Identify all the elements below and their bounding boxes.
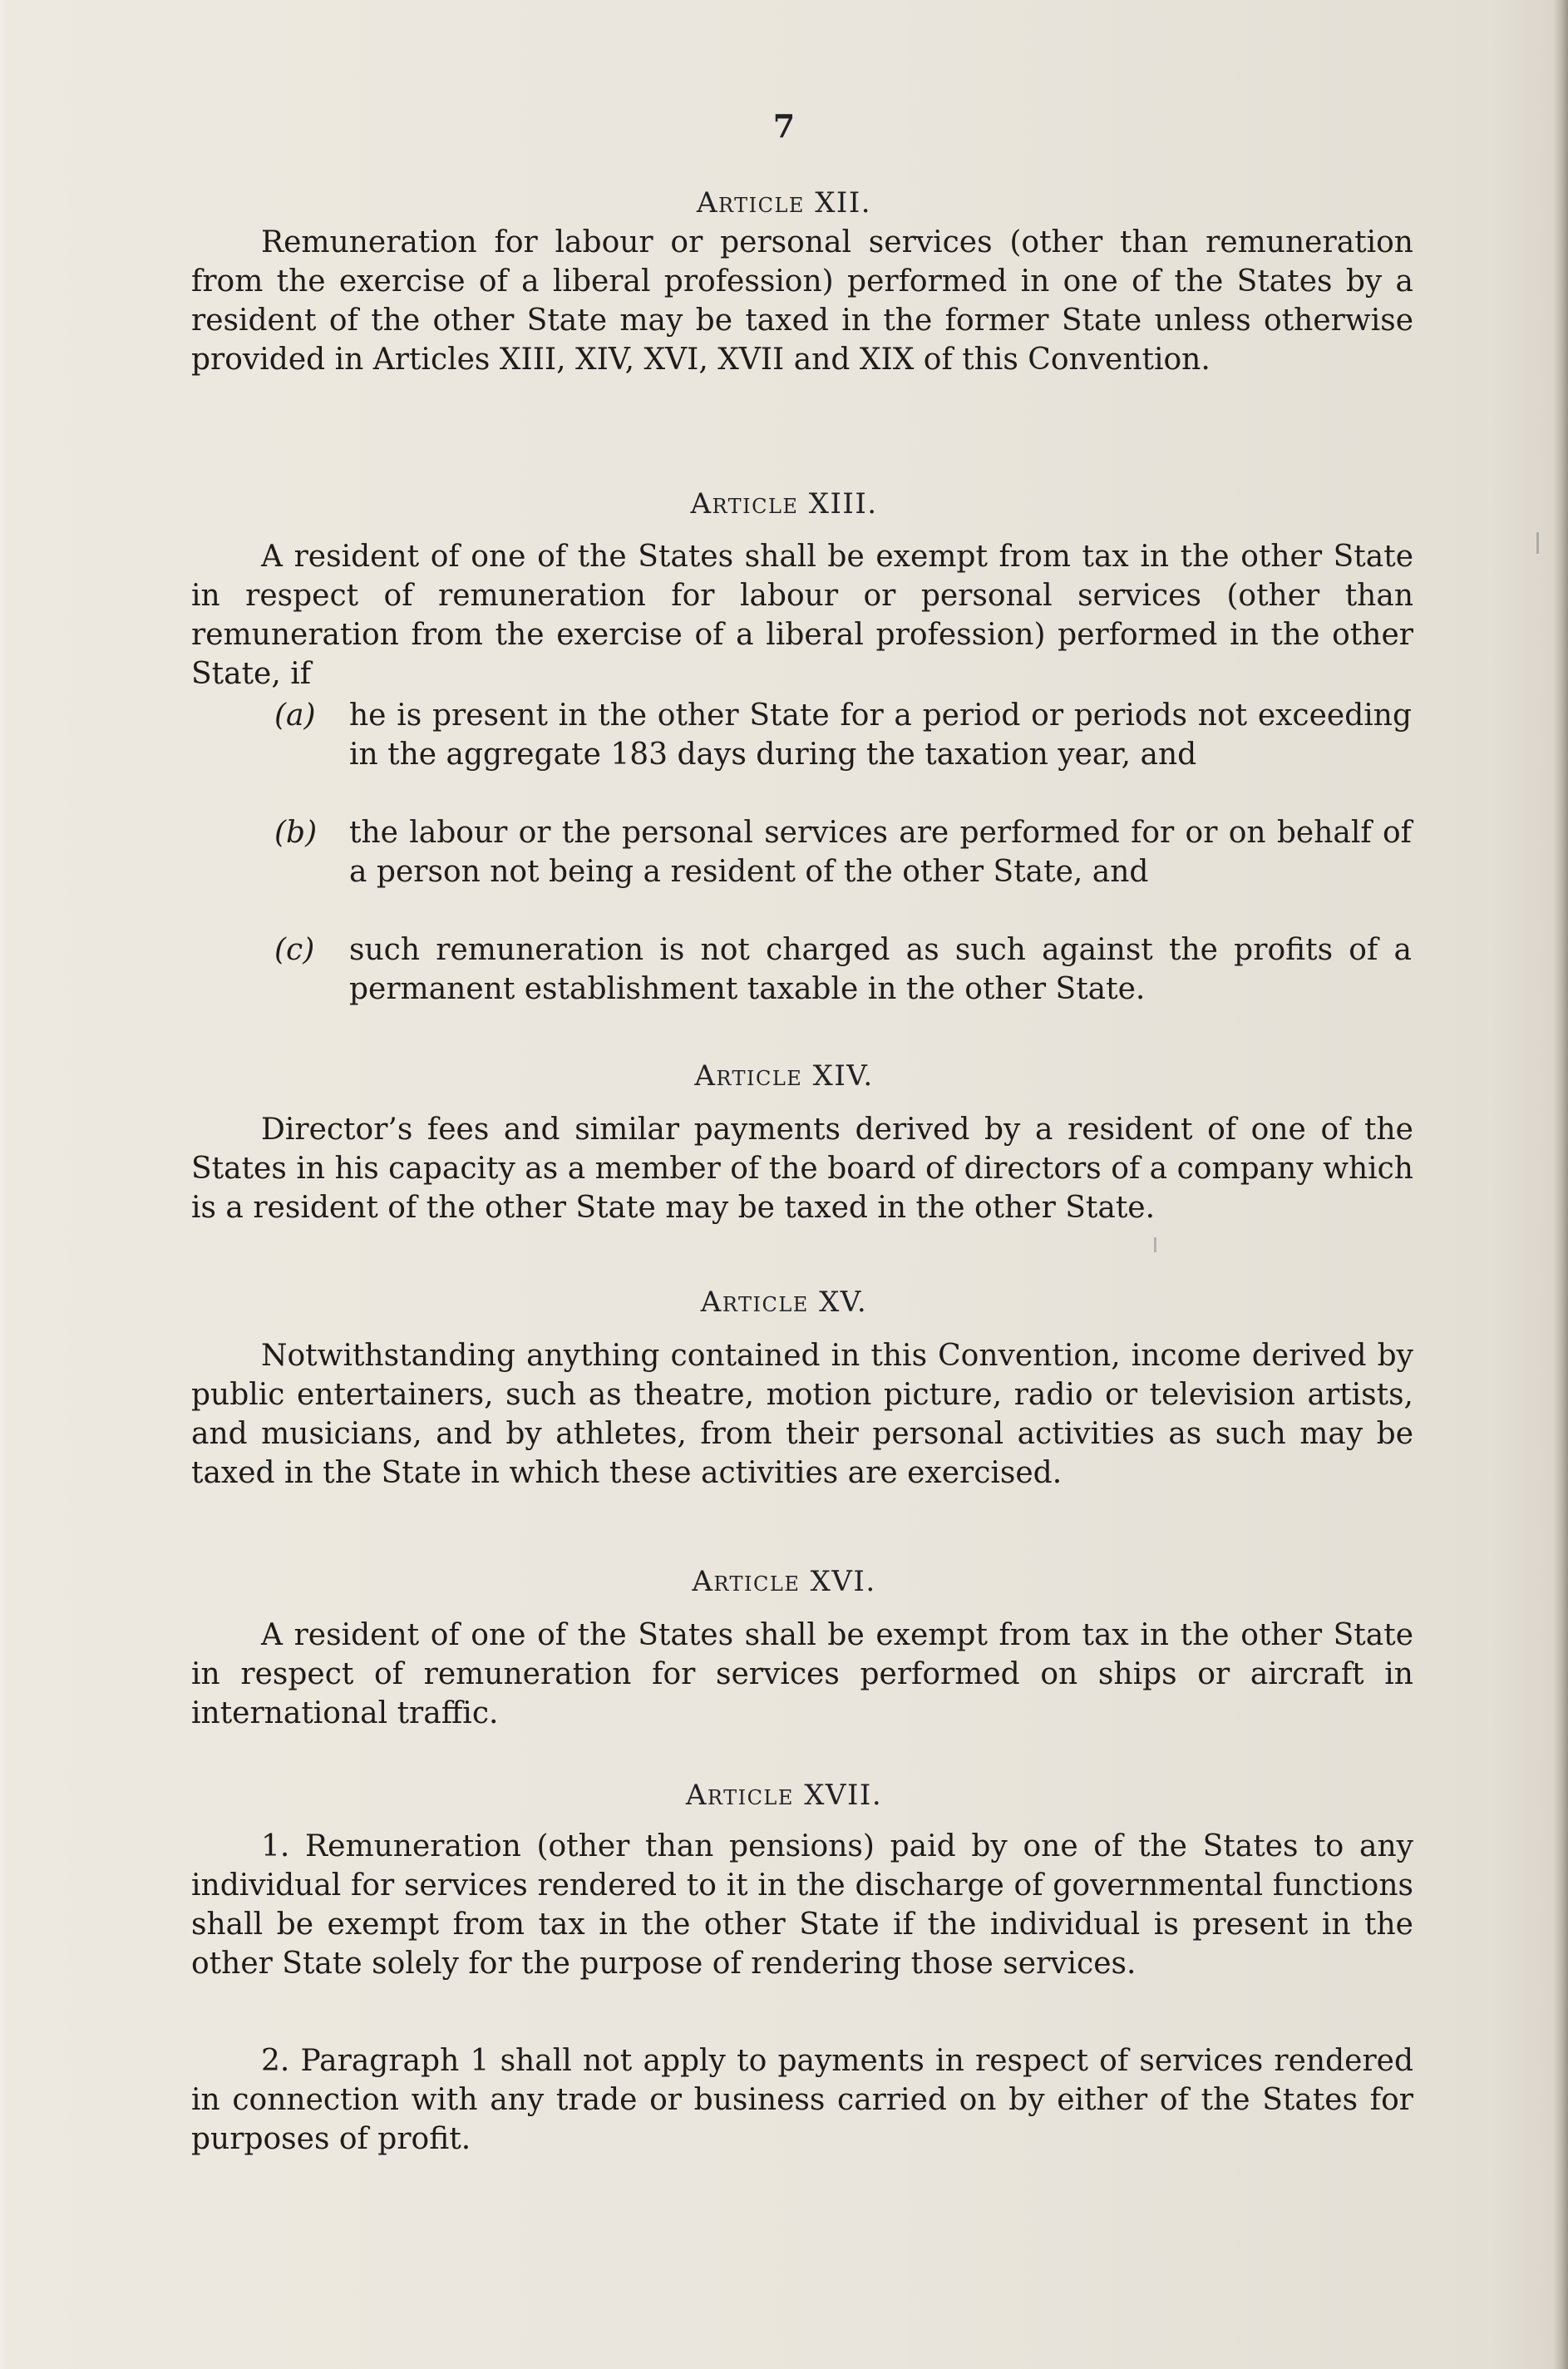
article-xiv-text: Director’s fees and similar payments derived by a resident of one of the States in his capacity as a member of the board of directors of a company which is a resident of the other State may be taxed in the other State. <box>191 1113 1413 1225</box>
item-c-label: (c) <box>274 933 315 967</box>
article-xv-text: Notwithstanding anything contained in this Convention, income derived by public entertainers, such as theatre, motion picture, radio or television artists, and musicians, and by athletes, from their personal activities as such may be taxed in the State in which these activities are exercised. <box>191 1339 1413 1490</box>
item-c-text: such remuneration is not charged as such against the profits of a permanent establishment taxable in the other State. <box>349 933 1412 1006</box>
article-xii-heading: Article XII. <box>696 186 872 220</box>
item-a-label: (a) <box>274 698 316 733</box>
print-speck <box>1154 1237 1156 1252</box>
article-xvi-heading: Article XVI. <box>692 1565 876 1598</box>
page-right-edge-shadow <box>1553 0 1568 2369</box>
article-xiii-intro: A resident of one of the States shall be exempt from tax in the other State in respect of remuneration for labour or personal services (other than remuneration from the exercise of a liberal profession) performed in the other State, if <box>191 540 1413 691</box>
page-left-edge <box>0 0 8 2369</box>
article-xiii-heading: Article XIII. <box>690 487 878 521</box>
article-xiv-heading: Article XIV. <box>694 1059 874 1093</box>
article-xvii-paragraph-1: 1. Remuneration (other than pensions) paid by one of the States to any individual for services rendered to it in the discharge of governmental functions shall be exempt from tax in the other State if the individual is present in the other State solely for the purpose of rendering those services. <box>191 1829 1413 1981</box>
page-number: 7 <box>772 107 796 145</box>
article-xvii-heading: Article XVII. <box>685 1779 883 1812</box>
item-b-label: (b) <box>274 816 318 850</box>
article-xvii-paragraph-2: 2. Paragraph 1 shall not apply to payments in respect of services rendered in connection with any trade or business carried on by either of the States for purposes of profit. <box>191 2044 1413 2156</box>
print-speck <box>1536 532 1539 554</box>
article-xvi-text: A resident of one of the States shall be exempt from tax in the other State in respect of remuneration for services performed on ships or aircraft in international traffic. <box>191 1618 1413 1730</box>
article-xv-heading: Article XV. <box>700 1286 868 1319</box>
article-xii-text: Remuneration for labour or personal services (other than remuneration from the exercise of a liberal profession) performed in one of the States by a resident of the other State may be taxed in the former State unless otherwise provided in Articles XIII, XIV, XVI, XVII and XIX of this Convention. <box>191 225 1413 377</box>
item-a-text: he is present in the other State for a period or periods not exceeding in the aggregate 183 days during the taxation year, and <box>349 698 1412 772</box>
item-b-text: the labour or the personal services are performed for or on behalf of a person not being a resident of the other State, and <box>349 816 1412 889</box>
